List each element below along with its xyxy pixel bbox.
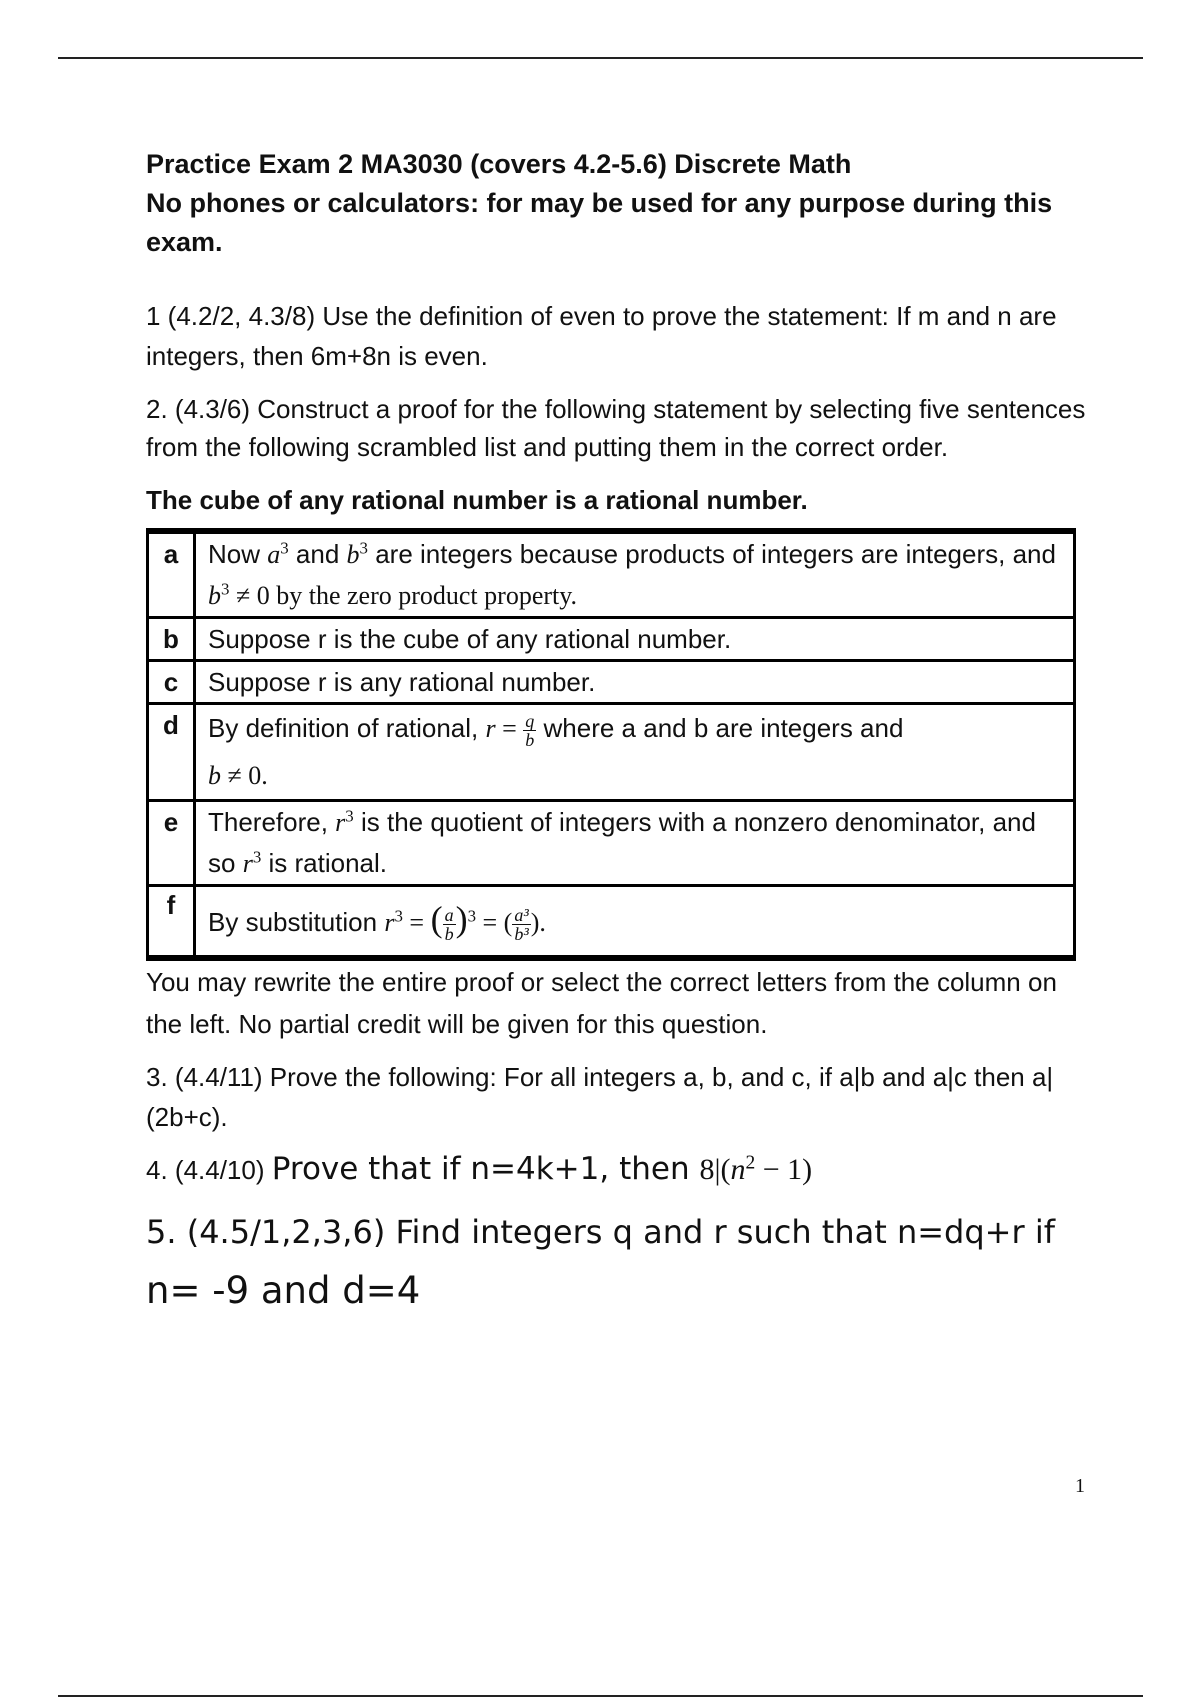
row-letter-e: e bbox=[149, 802, 196, 884]
fraction-q-over-b: $\frac{q}{b}$ bbox=[525, 710, 535, 750]
table-row bbox=[149, 802, 1073, 884]
table-row bbox=[149, 619, 1073, 659]
question-3: 3. (4.4/11) Prove the following: For all integers a, b, and c, if a|b and a|c then a|(2b+c). bbox=[146, 1062, 1054, 1132]
page-number: 1 bbox=[1075, 1475, 1085, 1497]
row-letter-f: f bbox=[149, 887, 196, 955]
question-5-line-2: n= -9 and d=4 bbox=[146, 1269, 421, 1312]
fraction-a3-over-b3: $\frac{\text{a³}}{\text{b³}}$ bbox=[514, 904, 529, 944]
scrambled-proof-table bbox=[146, 528, 1076, 961]
table-instructions: You may rewrite the entire proof or select the correct letters from the column on the left. No partial credit will be given for this question. bbox=[146, 967, 1057, 1039]
row-text-c: Suppose r is any rational number. bbox=[196, 662, 1073, 702]
table-row bbox=[149, 705, 1073, 799]
row-text-b: Suppose r is the cube of any rational number. bbox=[196, 619, 1073, 659]
question-5-line-1: 5. (4.5/1,2,3,6) Find integers q and r such that n=dq+r if bbox=[146, 1213, 1055, 1251]
row-text-f: By substitution $r^3$ = ( $\frac{a}{b}$ )$^3$ = ( $\frac{\text{a³}}{\text{b³}}$ ). bbox=[196, 887, 1073, 955]
row-text-d: By definition of rational, r = $\frac{q}{b}$ where a and b are integers and b ≠ 0. bbox=[196, 705, 1073, 799]
question-2: 2. (4.3/6) Construct a proof for the following statement by selecting five sentences from the following scrambled list and putting them in the correct order. bbox=[146, 394, 1086, 462]
fraction-a-over-b: $\frac{a}{b}$ bbox=[444, 904, 454, 944]
bottom-rule bbox=[58, 1695, 1143, 1697]
row-letter-d: d bbox=[149, 705, 196, 799]
proof-statement: The cube of any rational number is a rational number. bbox=[146, 485, 808, 515]
table-row bbox=[149, 662, 1073, 702]
exam-instructions: No phones or calculators: for may be used for any purpose during this exam. bbox=[146, 188, 1053, 257]
top-rule bbox=[58, 57, 1143, 59]
table-row bbox=[149, 534, 1073, 616]
row-letter-c: c bbox=[149, 662, 196, 702]
question-1: 1 (4.2/2, 4.3/8) Use the definition of even to prove the statement: If m and n are integers, then 6m+8n is even. bbox=[146, 301, 1057, 371]
question-4: 4. (4.4/10) Prove that if n=4k+1, then $8|(n^2 - 1)$ bbox=[146, 1151, 813, 1187]
row-text-a: Now $a^3$ and $b^3$ are integers because products of integers are integers, and $b^3 \ne 0$ by the zero product property. bbox=[196, 534, 1073, 616]
row-letter-b: b bbox=[149, 619, 196, 659]
table-row bbox=[149, 887, 1073, 955]
exam-title: Practice Exam 2 MA3030 (covers 4.2-5.6) Discrete Math bbox=[146, 149, 852, 179]
row-text-e: Therefore, $r^3$ is the quotient of integers with a nonzero denominator, and so $r^3$ is rational. bbox=[196, 802, 1073, 884]
row-letter-a: a bbox=[149, 534, 196, 616]
exam-content bbox=[146, 145, 1096, 1322]
